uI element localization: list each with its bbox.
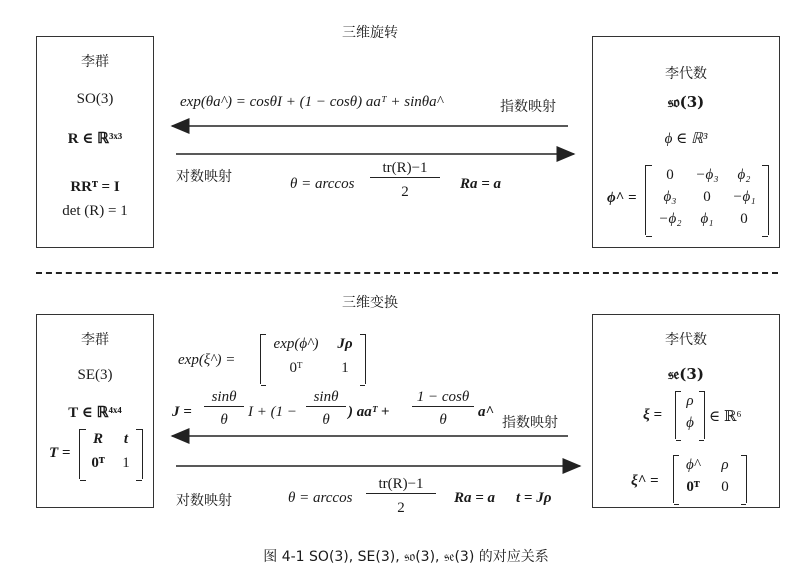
se3-matrix-lhs: T = xyxy=(49,445,71,461)
se3-translation-formula: t = Jρ xyxy=(516,490,552,506)
xi-lhs: ξ = xyxy=(643,407,663,423)
se3-exp-cell: 1 xyxy=(341,360,349,376)
phi-hat-cell: ϕ₁ xyxy=(700,211,714,227)
se3-log-map-label: 对数映射 xyxy=(176,493,232,509)
jacobian-t2-num: sinθ xyxy=(306,389,346,407)
phi-hat-cell: ϕ₃ xyxy=(663,189,677,205)
phi-hat-cell: 0 xyxy=(666,167,674,183)
so3-axis-formula: Ra = a xyxy=(460,176,502,192)
so3-log-formula-den: 2 xyxy=(401,184,409,200)
xi-hat-cell: ϕ^ xyxy=(685,457,701,473)
jacobian-mid: I + (1 − xyxy=(248,404,297,420)
so3-exp-formula: exp(θa^) = cosθI + (1 − cosθ) aaᵀ + sinθa^ xyxy=(180,94,443,110)
figure-caption: 图 4-1 SO(3), SE(3), 𝔰𝔬(3), 𝔰𝔢(3) 的对应关系 xyxy=(263,549,549,565)
xi-vector-cell: ρ xyxy=(686,393,694,409)
se3-exp-map-label: 指数映射 xyxy=(502,415,558,431)
jacobian-t2-den: θ xyxy=(322,412,330,428)
so3-orthogonality: RRᵀ = I xyxy=(70,179,120,195)
xi-hat-cell: 0 xyxy=(721,479,729,495)
phi-hat-cell: −ϕ₃ xyxy=(695,167,719,183)
phi-hat-cell: 0 xyxy=(740,211,748,227)
jacobian-t1-num: sinθ xyxy=(204,389,244,407)
se3-matrix-cell: 1 xyxy=(122,455,130,471)
se3-log-formula-den: 2 xyxy=(397,500,405,516)
jacobian-t1-den: θ xyxy=(220,412,228,428)
so3-algebra-name: 𝔰𝔬(3) xyxy=(667,93,705,111)
jacobian-t3-num: 1 − cosθ xyxy=(412,389,474,407)
rotation-section-title: 三维旋转 xyxy=(342,25,398,41)
se3-log-formula-num: tr(R)−1 xyxy=(366,476,436,494)
se3-algebra-title: 李代数 xyxy=(665,332,707,348)
se3-name: SE(3) xyxy=(77,367,113,383)
xi-vector-cell: ϕ xyxy=(686,415,694,431)
phi-hat-cell: −ϕ₁ xyxy=(732,189,756,205)
phi-hat-cell: ϕ₂ xyxy=(737,167,751,183)
so3-membership: R ∈ ℝ³ˣ³ xyxy=(67,131,123,147)
se3-exp-cell: Jρ xyxy=(337,336,353,352)
se3-exp-cell: 0ᵀ xyxy=(289,360,303,376)
so3-algebra-title: 李代数 xyxy=(665,66,707,82)
phi-hat-lhs: ϕ^ = xyxy=(607,190,637,206)
so3-box-title: 李群 xyxy=(81,54,109,70)
se3-axis-formula: Ra = a xyxy=(454,490,496,506)
jacobian-aa: ) aaᵀ + xyxy=(348,404,390,420)
xi-hat-cell: 0ᵀ xyxy=(686,479,700,495)
transform-section-title: 三维变换 xyxy=(342,295,398,311)
xi-membership: ∈ ℝ⁶ xyxy=(709,409,742,425)
se3-algebra-name: 𝔰𝔢(3) xyxy=(668,365,704,383)
xi-hat-lhs: ξ^ = xyxy=(631,473,659,489)
jacobian-lhs: J = xyxy=(172,404,192,420)
so3-log-formula-num: tr(R)−1 xyxy=(370,160,440,178)
se3-exp-formula-lhs: exp(ξ^) = xyxy=(178,352,236,368)
se3-membership: T ∈ ℝ⁴ˣ⁴ xyxy=(68,405,122,421)
se3-matrix-cell: 0ᵀ xyxy=(91,455,105,471)
jacobian-t3-den: θ xyxy=(439,412,447,428)
so3-exp-map-label: 指数映射 xyxy=(500,99,556,115)
so3-determinant: det (R) = 1 xyxy=(62,203,128,219)
se3-box-title: 李群 xyxy=(81,332,109,348)
so3-name: SO(3) xyxy=(76,91,114,107)
phi-hat-cell: −ϕ₂ xyxy=(658,211,682,227)
jacobian-tail: a^ xyxy=(478,404,495,420)
so3-log-formula-lhs: θ = arccos xyxy=(290,176,355,192)
se3-exp-cell: exp(ϕ^) xyxy=(273,336,319,352)
se3-matrix-cell: t xyxy=(123,431,129,447)
phi-hat-cell: 0 xyxy=(703,189,711,205)
se3-log-formula-lhs: θ = arccos xyxy=(288,490,353,506)
so3-log-map-label: 对数映射 xyxy=(176,169,232,185)
phi-membership: ϕ ∈ ℝ³ xyxy=(664,131,708,147)
xi-hat-cell: ρ xyxy=(721,457,729,473)
se3-matrix-cell: R xyxy=(92,431,103,447)
